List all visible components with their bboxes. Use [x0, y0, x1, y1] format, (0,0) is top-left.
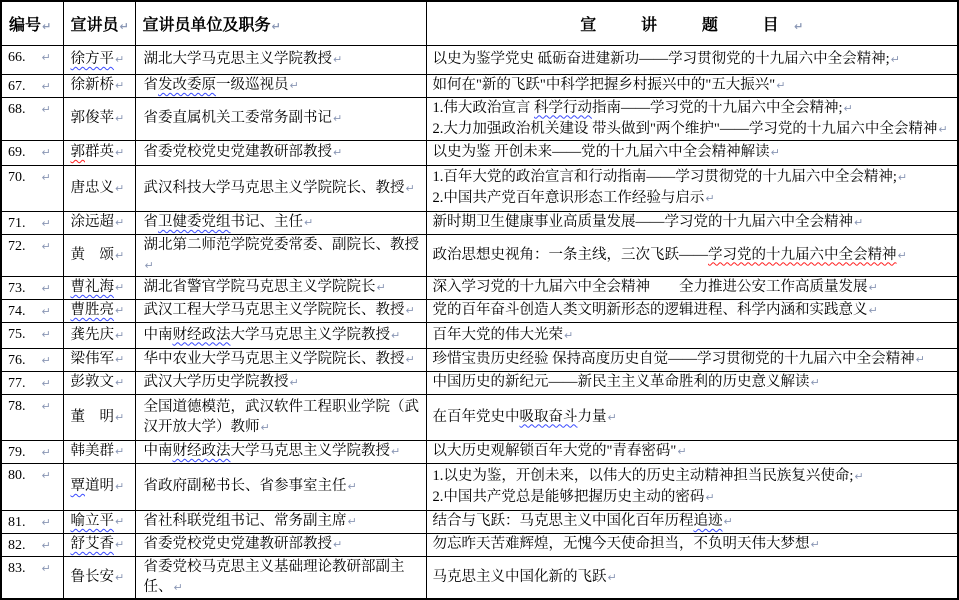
- speaker-name-cell: [63, 510, 135, 533]
- paragraph-mark-icon: ↵: [41, 561, 51, 575]
- speaker-name-cell: [63, 276, 135, 299]
- spellcheck-wavy-red: 郭: [70, 144, 85, 160]
- spellcheck-wavy-red: 学习党的十九届六中全会精神: [708, 246, 897, 263]
- row-number-cell: 82. ↵: [1, 533, 63, 556]
- paragraph-mark-icon: ↵: [304, 216, 314, 229]
- paragraph-mark-icon: ↵: [890, 53, 900, 66]
- paragraph-mark-icon: ↵: [41, 281, 51, 295]
- paragraph-mark-icon: ↵: [333, 112, 343, 125]
- header-row: [1, 1, 958, 45]
- paragraph-mark-icon: ↵: [115, 538, 125, 551]
- row-number-cell: 67. ↵: [1, 74, 63, 97]
- paragraph-mark-icon: ↵: [119, 19, 129, 33]
- lecture-topic-cell: [426, 556, 958, 599]
- spellcheck-wavy-blue: 吸取奋斗: [519, 408, 578, 425]
- spellcheck-wavy-blue: 卫健委党组: [158, 214, 231, 230]
- paragraph-mark-icon: ↵: [897, 248, 907, 262]
- paragraph-mark-icon: ↵: [376, 281, 386, 294]
- header-cell-topic: [426, 1, 958, 45]
- paragraph-mark-icon: ↵: [41, 239, 51, 253]
- table-row: [1, 394, 958, 440]
- row-number-cell: 80. ↵: [1, 463, 63, 510]
- speaker-unit-cell: 武汉科技大学马克思主义学院院长、教授↵: [135, 165, 426, 211]
- lecture-topic-line: 中国历史的新纪元——新民主主义革命胜利的历史意义解读↵: [432, 374, 820, 390]
- paragraph-mark-icon: ↵: [289, 79, 299, 92]
- paragraph-mark-icon: ↵: [705, 490, 715, 504]
- row-number-cell: 75. ↵: [1, 322, 63, 348]
- table-row: [1, 533, 958, 556]
- table-row: [1, 276, 958, 299]
- lecture-topic-line: 2.中国共产党总是能够把握历史主动的密码↵: [432, 488, 715, 505]
- paragraph-mark-icon: ↵: [607, 570, 617, 584]
- lecture-topic-cell: [426, 440, 958, 463]
- lecture-topic-line: 深入学习党的十九届六中全会精神 全力推进公安工作高质量发展↵: [432, 279, 878, 295]
- paragraph-mark-icon: ↵: [271, 19, 281, 33]
- header-cell-unit: [135, 1, 426, 45]
- paragraph-mark-icon: ↵: [347, 515, 357, 528]
- paragraph-mark-icon: ↵: [794, 19, 818, 33]
- paragraph-mark-icon: ↵: [115, 112, 125, 125]
- paragraph-mark-icon: ↵: [333, 53, 343, 66]
- row-number-cell: 66. ↵: [1, 45, 63, 74]
- paragraph-mark-icon: ↵: [115, 181, 125, 195]
- paragraph-mark-icon: ↵: [41, 79, 51, 93]
- speaker-unit-cell: 湖北第二师范学院党委常委、副院长、教授↵: [135, 234, 426, 276]
- spellcheck-wavy-blue: 发改委原: [158, 77, 216, 93]
- row-number-cell: 69. ↵: [1, 140, 63, 165]
- paragraph-mark-icon: ↵: [810, 376, 820, 389]
- spellcheck-wavy-blue: 科学行动: [534, 99, 592, 116]
- spellcheck-wavy-blue: 追迹: [693, 513, 723, 529]
- paragraph-mark-icon: ↵: [173, 580, 183, 594]
- header-cell-speaker: [63, 1, 135, 45]
- speaker-unit-cell: 中南财经政法大学马克思主义学院教授↵: [135, 440, 426, 463]
- row-number-cell: 74. ↵: [1, 299, 63, 322]
- row-number-cell: 79. ↵: [1, 440, 63, 463]
- paragraph-mark-icon: ↵: [115, 79, 125, 92]
- paragraph-mark-icon: ↵: [41, 538, 51, 552]
- table-row: [1, 234, 958, 276]
- speaker-name-cell: 覃道明↵: [63, 463, 135, 510]
- paragraph-mark-icon: ↵: [564, 328, 574, 342]
- table-row: [1, 74, 958, 97]
- paragraph-mark-icon: ↵: [347, 480, 357, 493]
- lecture-topic-line: 在百年党史中吸取奋斗力量↵: [432, 408, 617, 425]
- lecture-topic-line: 1.以史为鉴，开创未来，以伟大的历史主动精神担当民族复兴使命;↵: [432, 467, 864, 484]
- paragraph-mark-icon: ↵: [607, 410, 617, 424]
- lecture-topic-line: 以大历史观解锁百年大党的"青春密码"↵: [432, 443, 687, 459]
- lecture-topic-line: 1.伟大政治宣言 科学行动指南——学习党的十九届六中全会精神;↵: [432, 99, 853, 116]
- speaker-unit-cell: 全国道德模范，武汉软件工程职业学院（武汉开放大学）教师↵: [135, 394, 426, 440]
- speaker-name-cell: 黄 颂↵: [63, 234, 135, 276]
- table-row: [1, 463, 958, 510]
- lecture-topic-line: 2.大力加强政治机关建设 带头做到"两个维护"——学习党的十九届六中全会精神↵: [432, 120, 948, 137]
- row-number-cell: 73. ↵: [1, 276, 63, 299]
- header-unit-label: 宣讲员单位及职务: [142, 16, 271, 34]
- paragraph-mark-icon: ↵: [115, 353, 125, 366]
- table-row: [1, 322, 958, 348]
- paragraph-mark-icon: ↵: [115, 445, 125, 458]
- paragraph-mark-icon: ↵: [41, 216, 51, 230]
- table-row: [1, 140, 958, 165]
- table-row: [1, 45, 958, 74]
- paragraph-mark-icon: ↵: [810, 538, 820, 551]
- lecture-topic-line: 以史为鉴 开创未来——党的十九届六中全会精神解读↵: [432, 144, 780, 160]
- table-row: [1, 371, 958, 394]
- header-topic-label: 宣 讲 题 目: [580, 16, 794, 34]
- lecture-topic-cell: [426, 348, 958, 371]
- paragraph-mark-icon: ↵: [333, 538, 343, 551]
- paragraph-mark-icon: ↵: [897, 171, 908, 184]
- table-row: [1, 165, 958, 211]
- paragraph-mark-icon: ↵: [41, 399, 51, 413]
- speaker-name-cell: 龚先庆↵: [63, 322, 135, 348]
- lecture-topic-cell: [426, 276, 958, 299]
- spellcheck-wavy-blue: 舒艾香: [70, 536, 114, 552]
- paragraph-mark-icon: ↵: [41, 515, 51, 529]
- paragraph-mark-icon: ↵: [723, 515, 733, 528]
- lecture-topic-cell: [426, 97, 958, 140]
- paragraph-mark-icon: ↵: [391, 445, 401, 458]
- speaker-unit-cell: 省委党校马克思主义基础理论教研部副主任、↵: [135, 556, 426, 599]
- speaker-name-cell: 董 明↵: [63, 394, 135, 440]
- lecture-topic-line: 1.百年大党的政治宣言和行动指南——学习贯彻党的十九届六中全会精神;↵: [432, 169, 908, 185]
- speaker-name-cell: 梁伟军↵: [63, 348, 135, 371]
- lecture-topic-cell: [426, 140, 958, 165]
- lecture-topic-cell: [426, 463, 958, 510]
- paragraph-mark-icon: ↵: [776, 79, 786, 92]
- speaker-name-cell: 韩美群↵: [63, 440, 135, 463]
- paragraph-mark-icon: ↵: [843, 101, 853, 115]
- lecture-topic-cell: [426, 322, 958, 348]
- lecture-topic-cell: [426, 45, 958, 74]
- paragraph-mark-icon: ↵: [868, 281, 878, 294]
- speaker-unit-cell: 省政府副秘书长、省参事室主任↵: [135, 463, 426, 510]
- speaker-unit-cell: 省委党校党史党建教研部教授↵: [135, 533, 426, 556]
- row-number-cell: 77. ↵: [1, 371, 63, 394]
- paragraph-mark-icon: ↵: [115, 570, 125, 584]
- lecture-topic-cell: [426, 371, 958, 394]
- paragraph-mark-icon: ↵: [42, 19, 52, 33]
- paragraph-mark-icon: ↵: [915, 353, 925, 366]
- speaker-unit-cell: 省发改委原一级巡视员↵: [135, 74, 426, 97]
- header-number-label: 编号: [9, 16, 42, 34]
- speaker-unit-cell: 省社科联党组书记、常务副主席↵: [135, 510, 426, 533]
- paragraph-mark-icon: ↵: [41, 170, 51, 184]
- speaker-name-cell: 鲁长安↵: [63, 556, 135, 599]
- spellcheck-wavy-blue: 财经政法: [172, 443, 231, 459]
- row-number-cell: 83. ↵: [1, 556, 63, 599]
- speaker-name-cell: 涂远超↵: [63, 211, 135, 234]
- lecture-topic-line: 马克思主义中国化新的飞跃↵: [432, 568, 617, 585]
- spellcheck-wavy-blue: 徐方平: [70, 51, 114, 67]
- paragraph-mark-icon: ↵: [868, 304, 878, 317]
- speaker-unit-cell: 湖北大学马克思主义学院教授↵: [135, 45, 426, 74]
- spellcheck-wavy-blue: 曹礼海: [70, 279, 114, 295]
- lecture-topic-cell: [426, 165, 958, 211]
- paragraph-mark-icon: ↵: [115, 376, 125, 389]
- row-number-cell: 70. ↵: [1, 165, 63, 211]
- paragraph-mark-icon: ↵: [115, 328, 125, 342]
- speaker-name-cell: 郭群英↵: [63, 140, 135, 165]
- lecture-topic-line: 百年大党的伟大光荣↵: [432, 326, 574, 343]
- lecture-topic-line: 党的百年奋斗创造人类文明新形态的逻辑进程、科学内涵和实践意义↵: [432, 302, 878, 318]
- lecture-topic-line: 珍惜宝贵历史经验 保持高度历史自觉——学习贯彻党的十九届六中全会精神↵: [432, 351, 925, 367]
- lecture-topic-cell: [426, 533, 958, 556]
- paragraph-mark-icon: ↵: [289, 376, 299, 389]
- lecture-topic-line: 政治思想史视角：一条主线，三次飞跃——学习党的十九届六中全会精神↵: [432, 246, 907, 263]
- header-cell-number: [1, 1, 63, 45]
- table-body: [1, 45, 958, 599]
- paragraph-mark-icon: ↵: [115, 216, 125, 229]
- speaker-name-cell: [63, 533, 135, 556]
- paragraph-mark-icon: ↵: [115, 146, 125, 159]
- speaker-unit-cell: 省委党校党史党建教研部教授↵: [135, 140, 426, 165]
- paragraph-mark-icon: ↵: [405, 181, 415, 195]
- paragraph-mark-icon: ↵: [405, 353, 415, 366]
- paragraph-mark-icon: ↵: [391, 328, 401, 342]
- speaker-unit-cell: 湖北省警官学院马克思主义学院院长↵: [135, 276, 426, 299]
- table-row: [1, 556, 958, 599]
- paragraph-mark-icon: ↵: [41, 145, 51, 159]
- row-number-cell: 72. ↵: [1, 234, 63, 276]
- speaker-unit-cell: 武汉工程大学马克思主义学院院长、教授↵: [135, 299, 426, 322]
- paragraph-mark-icon: ↵: [144, 258, 154, 272]
- paragraph-mark-icon: ↵: [115, 281, 125, 294]
- table-row: [1, 97, 958, 140]
- paragraph-mark-icon: ↵: [770, 146, 780, 159]
- paragraph-mark-icon: ↵: [115, 480, 125, 493]
- row-number-cell: 71. ↵: [1, 211, 63, 234]
- spellcheck-wavy-blue: 覃: [70, 478, 85, 494]
- paragraph-mark-icon: ↵: [854, 469, 864, 483]
- lecture-topic-cell: [426, 299, 958, 322]
- speaker-name-cell: [63, 299, 135, 322]
- paragraph-mark-icon: ↵: [938, 122, 948, 136]
- row-number-cell: 68. ↵: [1, 97, 63, 140]
- speaker-name-cell: 彭敦文↵: [63, 371, 135, 394]
- row-number-cell: 76. ↵: [1, 348, 63, 371]
- speaker-name-cell: 唐忠义↵: [63, 165, 135, 211]
- paragraph-mark-icon: ↵: [115, 515, 125, 528]
- paragraph-mark-icon: ↵: [41, 468, 51, 482]
- paragraph-mark-icon: ↵: [41, 102, 51, 116]
- paragraph-mark-icon: ↵: [41, 353, 51, 367]
- lecture-topic-cell: [426, 394, 958, 440]
- lecture-topic-cell: [426, 510, 958, 533]
- spellcheck-wavy-blue: 曹胜亮: [70, 302, 114, 318]
- table-row: [1, 348, 958, 371]
- paragraph-mark-icon: ↵: [405, 304, 415, 317]
- paragraph-mark-icon: ↵: [41, 50, 51, 64]
- spellcheck-wavy-blue: 喻立平: [70, 513, 114, 529]
- speaker-unit-cell: 省委直属机关工委常务副书记↵: [135, 97, 426, 140]
- lecture-topic-line: 结合与飞跃：马克思主义中国化百年历程追迹↵: [432, 513, 733, 529]
- table-row: [1, 440, 958, 463]
- paragraph-mark-icon: ↵: [333, 146, 343, 159]
- lecture-topic-line: 以史为鉴学党史 砥砺奋进建新功——学习贯彻党的十九届六中全会精神;↵: [432, 51, 900, 67]
- paragraph-mark-icon: ↵: [41, 376, 51, 390]
- speaker-name-cell: 郭俊苹↵: [63, 97, 135, 140]
- row-number-cell: 81. ↵: [1, 510, 63, 533]
- paragraph-mark-icon: ↵: [115, 410, 125, 424]
- paragraph-mark-icon: ↵: [705, 192, 715, 205]
- speaker-name-cell: 徐新桥↵: [63, 74, 135, 97]
- paragraph-mark-icon: ↵: [260, 420, 270, 434]
- lecture-topic-line: 如何在"新的飞跃"中科学把握乡村振兴中的"五大振兴"↵: [432, 77, 786, 93]
- paragraph-mark-icon: ↵: [854, 216, 864, 229]
- paragraph-mark-icon: ↵: [677, 445, 687, 458]
- lecture-topic-cell: [426, 234, 958, 276]
- table-row: [1, 510, 958, 533]
- paragraph-mark-icon: ↵: [115, 53, 125, 66]
- lecture-topic-cell: [426, 211, 958, 234]
- speaker-unit-cell: 中南财经政法大学马克思主义学院教授↵: [135, 322, 426, 348]
- paragraph-mark-icon: ↵: [115, 248, 125, 262]
- lecture-topic-line: 勿忘昨天苦难辉煌，无愧今天使命担当，不负明天伟大梦想↵: [432, 536, 820, 552]
- paragraph-mark-icon: ↵: [41, 327, 51, 341]
- speaker-name-cell: [63, 45, 135, 74]
- speaker-unit-cell: 省卫健委党组书记、主任↵: [135, 211, 426, 234]
- table-row: [1, 299, 958, 322]
- lecture-topic-line: 新时期卫生健康事业高质量发展——学习党的十九届六中全会精神↵: [432, 214, 864, 230]
- speaker-unit-cell: 武汉大学历史学院教授↵: [135, 371, 426, 394]
- row-number-cell: 78. ↵: [1, 394, 63, 440]
- table-row: [1, 211, 958, 234]
- paragraph-mark-icon: ↵: [41, 304, 51, 318]
- header-speaker-label: 宣讲员: [70, 16, 119, 34]
- speaker-unit-cell: 华中农业大学马克思主义学院院长、教授↵: [135, 348, 426, 371]
- lecture-topic-cell: [426, 74, 958, 97]
- paragraph-mark-icon: ↵: [115, 304, 125, 317]
- paragraph-mark-icon: ↵: [41, 445, 51, 459]
- lecture-topic-line: 2.中国共产党百年意识形态工作经验与启示↵: [432, 190, 715, 206]
- spellcheck-wavy-blue: 财经政法: [172, 326, 231, 343]
